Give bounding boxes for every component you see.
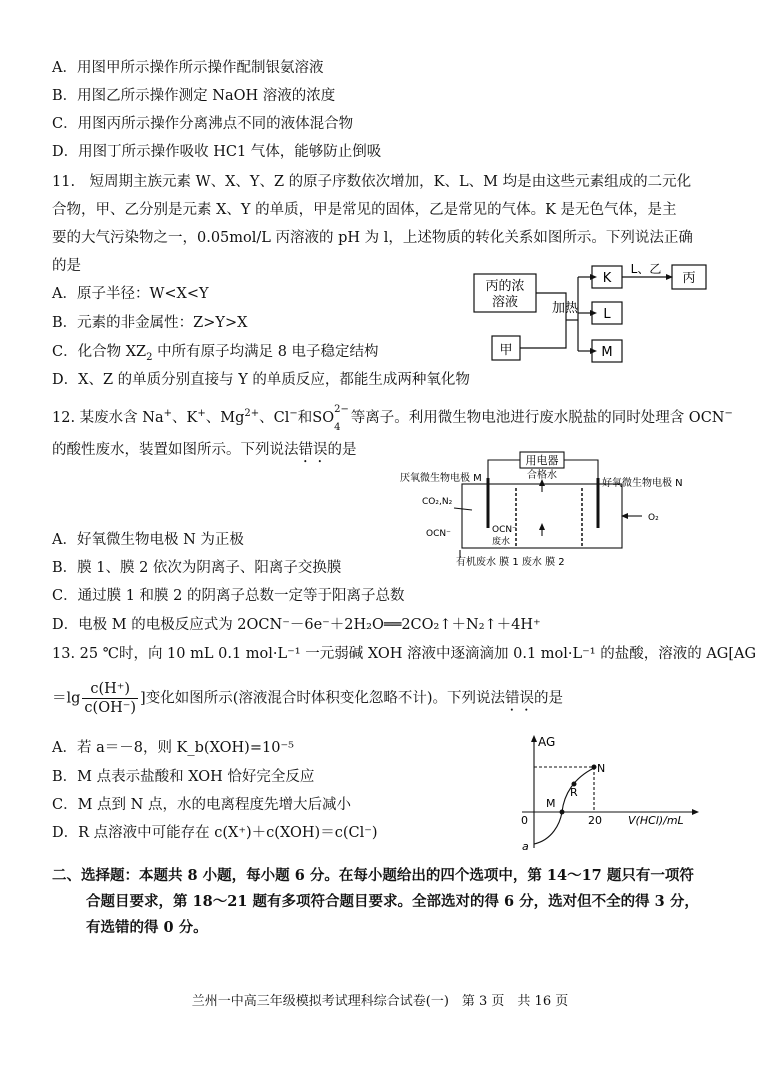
page-footer: 兰州一中高三年级模拟考试理科综合试卷(一) 第 3 页 共 16 页	[191, 994, 569, 1009]
q10-option-a: A．用图甲所示操作所示操作配制银氨溶液	[52, 60, 324, 76]
q12-cell-diagram	[392, 448, 712, 573]
q13-option-c: C．M 点到 N 点，水的电离程度先增大后减小	[52, 797, 351, 813]
ag-numerator: c(H⁺)	[82, 680, 138, 699]
section2-line3: 有选错的得 0 分。	[86, 919, 208, 936]
q10-option-b: B．用图乙所示操作测定 NaOH 溶液的浓度	[52, 88, 336, 104]
box-l-label: L	[603, 307, 611, 322]
graph-origin: 0	[521, 814, 528, 827]
co2-n2-label: CO₂,N₂	[422, 497, 453, 507]
q13-option-b: B．M 点表示盐酸和 XOH 恰好完全反应	[52, 769, 315, 785]
o2-label: O₂	[648, 513, 659, 523]
q11-stem-line4: 的是	[52, 258, 81, 274]
graph-point-n: N	[597, 762, 606, 775]
arrow-label: L、乙	[630, 262, 662, 276]
q13-stem-line2: ＝lg $\frac{c(H^+)}{c(OH^-)}$ ]变化如图所示(溶液混合时体积变化忽略不计)。下列说法错误的是	[52, 681, 564, 716]
box-acid-label-2: 溶液	[491, 295, 519, 310]
box-k-label: K	[602, 271, 612, 286]
ag-denominator: c(OH⁻)	[84, 700, 137, 716]
q11-option-b: B．元素的非金属性：Z>Y>X	[52, 315, 248, 331]
heat-label: 加热	[552, 301, 579, 316]
graph-a-label: a	[522, 840, 529, 853]
qualified-water-label: 合格水	[527, 470, 557, 481]
q13-option-d: D．R 点溶液中可能存在 c(X⁺)＋c(XOH)＝c(Cl⁻)	[52, 825, 378, 841]
q11-stem-line1: 11. 短周期主族元素 W、X、Y、Z 的原子序数依次增加，K、L、M 均是由这些元素组成的二元化	[52, 174, 692, 190]
box-jia-label: 甲	[499, 343, 513, 358]
membrane-labels: 有机废水 膜 1 废水 膜 2	[456, 557, 565, 568]
q10-option-c: C．用图丙所示操作分离沸点不同的液体混合物	[52, 116, 354, 132]
q12-stem-line2: 的酸性废水，装置如图所示。下列说法错误的是	[52, 442, 357, 458]
ocn-label: OCN⁻	[426, 529, 451, 539]
graph-ylabel: AG	[538, 735, 556, 749]
q11-conversion-diagram	[466, 260, 716, 370]
section2-line1: 二、选择题：本题共 8 小题，每小题 6 分。在每小题给出的四个选项中，第 14～17 题只有一项符	[52, 867, 694, 884]
q12-stem-line1: 12. 某废水含 Na+、K+、$Mg^{2+}$、Cl−和SO 2− 4 等离子。利用微生物电池进行废水脱盐的同时处理含 OCN−	[52, 404, 733, 433]
box-acid-label-1: 丙的浓	[485, 279, 525, 294]
q11-option-a: A．原子半径：W<X<Y	[52, 286, 209, 302]
q10-option-d: D．用图丁所示操作吸收 HC1 气体，能够防止倒吸	[52, 144, 382, 160]
q13-stem-line1: 13. 25 ℃时，向 10 mL 0.1 mol·L⁻¹ 一元弱碱 XOH 溶液中逐滴滴加 0.1 mol·L⁻¹ 的盐酸，溶液的 AG[AG	[52, 646, 757, 662]
q12-option-b: B．膜 1、膜 2 依次为阴离子、阳离子交换膜	[52, 560, 342, 576]
q11-option-d: D．X、Z 的单质分别直接与 Y 的单质反应，都能生成两种氧化物	[52, 372, 470, 388]
graph-x20: 20	[588, 814, 602, 827]
q11-stem-line3: 要的大气污染物之一，0.05mol/L 丙溶液的 pH 为 l，上述物质的转化关系如图所示。下列说法正确	[52, 230, 693, 246]
ocn-waste-label-1: OCN⁻	[492, 525, 517, 535]
q12-option-a: A．好氧微生物电极 N 为正极	[52, 532, 244, 548]
q11-stem-line2: 合物，甲、乙分别是元素 X、Y 的单质，甲是常见的固体，乙是常见的气体。K 是无色气体，是主	[52, 202, 677, 218]
graph-point-m: M	[546, 797, 556, 810]
q12-option-d: D．电极 M 的电极反应式为 2OCN⁻－6e⁻＋2H₂O══2CO₂↑＋N₂↑＋4H⁺	[52, 617, 541, 633]
box-m-label: M	[601, 345, 613, 360]
graph-point-r: R	[570, 786, 578, 799]
appliance-label: 用电器	[525, 454, 559, 467]
q11-option-c: C．化合物 $XZ_2$ 中所有原子均满足 8 电子稳定结构	[52, 344, 379, 363]
aerobe-electrode-label: 好氧微生物电极 N	[602, 478, 683, 489]
ocn-waste-label-2: 废水	[492, 537, 511, 547]
graph-xlabel: V(HCl)/mL	[628, 814, 684, 827]
q13-option-a: A．若 a＝－8，则 K_b(XOH)=10⁻⁵	[52, 740, 294, 756]
box-bing-label: 丙	[682, 271, 696, 286]
section2-line2: 合题目要求，第 18～21 题有多项符合题目要求。全部选对的得 6 分，选对但不全的得 3 分，	[86, 893, 699, 910]
q13-ag-graph	[516, 732, 706, 854]
q12-option-c: C．通过膜 1 和膜 2 的阴离子总数一定等于阳离子总数	[52, 588, 405, 604]
anaerobe-electrode-label: 厌氧微生物电极 M	[400, 473, 482, 484]
